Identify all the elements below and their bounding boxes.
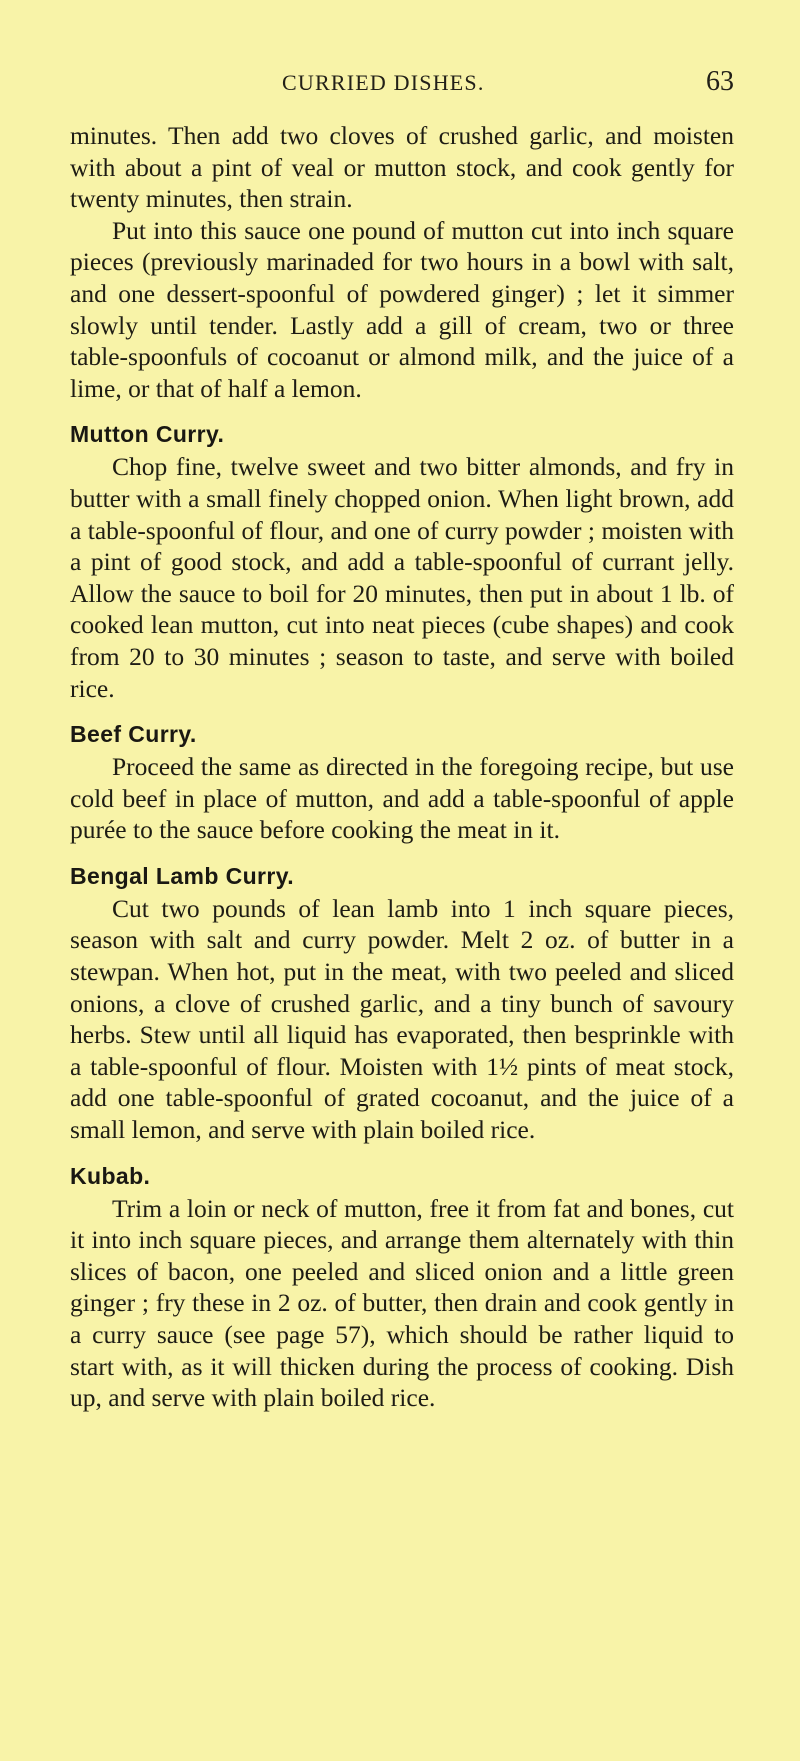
recipe-title: Kubab. (70, 1162, 151, 1189)
intro-paragraph-continued: minutes. Then add two cloves of crushed garlic, and moisten with about a pint of veal or mutton stock, and cook gently for twenty minutes, then strain. (70, 121, 734, 214)
intro-section (70, 120, 734, 404)
page-header (70, 66, 734, 102)
recipe-beef-curry (70, 718, 734, 846)
recipe-bengal-lamb-curry (70, 860, 734, 1146)
recipe-title: Beef Curry. (70, 721, 197, 748)
recipe-body: Cut two pounds of lean lamb into 1 inch square pieces, season with salt and curry powder. Melt 2 oz. of butter in a stewpan. When hot, put in the meat, with two peeled and sliced onions, a clove of crushed garlic, and a tiny bunch of savoury herbs. Stew until all liquid has evaporated, then besprinkle with a table-spoonful of flour. Moisten with 1½ pints of meat stock, add one table-spoonful of grated cocoanut, and the juice of a small lemon, and serve with plain boiled rice. (70, 893, 734, 1145)
recipe-body: Chop fine, twelve sweet and two bitter almonds, and fry in butter with a small finely chopped onion. When light brown, add a table-spoonful of flour, and one of curry powder ; moisten with a pint of good stock, and add a table-spoonful of currant jelly. Allow the sauce to boil for 20 minutes, then put in about 1 lb. of cooked lean mutton, cut into neat pieces (cube shapes) and cook from 20 to 30 minutes ; season to taste, and serve with boiled rice. (70, 452, 734, 703)
intro-paragraph: Put into this sauce one pound of mutton cut into inch square pieces (previously marinaded for two hours in a bowl with salt, and one dessert-spoonful of powdered ginger) ; let it simmer slowly until tender. Lastly add a gill of cream, two or three table-spoonfuls of cocoanut or almond milk, and the juice of a lime, or that of half a lemon. (70, 215, 734, 403)
recipe-kubab (70, 1160, 734, 1414)
recipe-body: Trim a loin or neck of mutton, free it from fat and bones, cut it into inch square pieces, and arrange them alternately with thin slices of bacon, one peeled and sliced onion and a little green ginger ; fry these in 2 oz. of butter, then drain and cook gently in a curry sauce (see page 57), which should be rather liquid to start with, as it will thicken during the process of cooking. Dish up, and serve with plain boiled rice. (70, 1193, 734, 1413)
recipe-title: Mutton Curry. (70, 421, 225, 448)
running-title: CURRIED DISHES. (282, 70, 485, 95)
page-number: 63 (706, 66, 734, 97)
recipe-title: Bengal Lamb Curry. (70, 862, 295, 889)
recipe-body: Proceed the same as directed in the foregoing recipe, but use cold beef in place of mutton, and add a table-spoonful of apple purée to the sauce before cooking the meat in it. (70, 752, 734, 845)
page-body (70, 120, 734, 1414)
recipe-mutton-curry (70, 418, 734, 704)
